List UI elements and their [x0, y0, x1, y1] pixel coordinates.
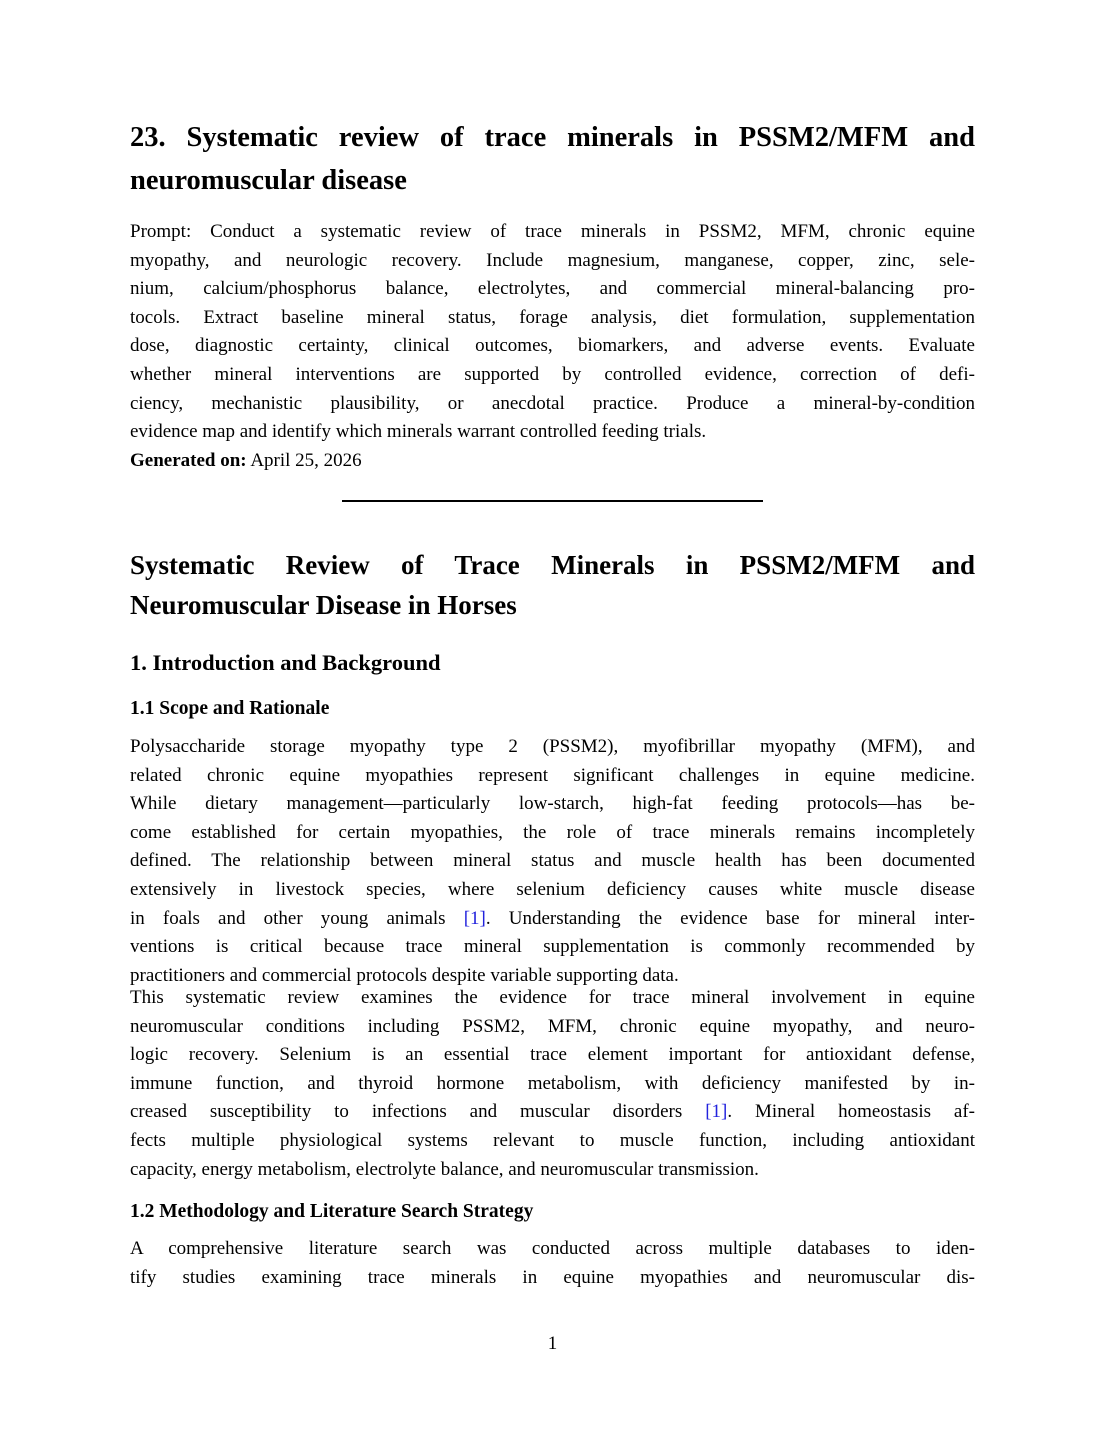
- horizontal-rule: [342, 500, 763, 502]
- document-title: [130, 116, 975, 202]
- text-line: This systematic review examines the evidence for trace mineral involvement in equine: [130, 987, 975, 1008]
- citation-ref-1[interactable]: [1]: [463, 907, 486, 929]
- page-number: 1: [547, 1333, 558, 1354]
- text-line: A comprehensive literature search was conducted across multiple databases to iden-: [130, 1238, 975, 1259]
- generated-on-date: April 25, 2026: [250, 450, 362, 471]
- generated-on-line: [130, 447, 975, 476]
- section-1-1-heading: 1.1 Scope and Rationale: [130, 698, 330, 719]
- text-line: evidence map and identify which minerals warrant controlled feeding trials.: [130, 421, 707, 443]
- methodology-paragraph-1: [130, 1235, 975, 1292]
- text-line: While dietary management—particularly low-starch, high-fat feeding protocols—has be-: [130, 793, 975, 815]
- text-line: whether mineral interventions are supported by controlled evidence, correction of defi-: [130, 363, 975, 385]
- section-1-heading: 1. Introduction and Background: [130, 650, 441, 675]
- text-line: neuromuscular conditions including PSSM2, MFM, chronic equine myopathy, and neuro-: [130, 1015, 975, 1037]
- text-line: ciency, mechanistic plausibility, or anecdotal practice. Produce a mineral-by-condition: [130, 392, 975, 414]
- text-line: defined. The relationship between mineral status and muscle health has been documented: [130, 850, 975, 872]
- text-line: extensively in livestock species, where selenium deficiency causes white muscle disease: [130, 878, 975, 900]
- text-line: logic recovery. Selenium is an essential trace element important for antioxidant defense,: [130, 1044, 975, 1066]
- text-line: fects multiple physiological systems relevant to muscle function, including antioxidant: [130, 1129, 975, 1151]
- text-line: tify studies examining trace minerals in equine myopathies and neuromuscular dis-: [130, 1266, 975, 1288]
- section-1-2-heading: 1.2 Methodology and Literature Search Strategy: [130, 1201, 534, 1222]
- scope-paragraph-2: [130, 984, 975, 1184]
- text-line: dose, diagnostic certainty, clinical outcomes, biomarkers, and adverse events. Evaluate: [130, 335, 975, 357]
- text-line: come established for certain myopathies, the role of trace minerals remains incompletely: [130, 821, 975, 843]
- text-line: myopathy, and neurologic recovery. Include magnesium, manganese, copper, zinc, sele-: [130, 249, 975, 271]
- text-line: practitioners and commercial protocols despite variable supporting data.: [130, 964, 679, 986]
- prompt-paragraph: [130, 218, 975, 447]
- text-line: neuromuscular disease: [130, 165, 407, 196]
- text-line: nium, calcium/phosphorus balance, electrolytes, and commercial mineral-balancing pro-: [130, 278, 975, 300]
- text-line: capacity, energy metabolism, electrolyte balance, and neuromuscular transmission.: [130, 1158, 759, 1180]
- text-line: Prompt: Conduct a systematic review of trace minerals in PSSM2, MFM, chronic equine: [130, 221, 975, 242]
- generated-on-label: Generated on:: [130, 450, 247, 471]
- text-line: Systematic Review of Trace Minerals in PSSM2/MFM and: [130, 550, 975, 580]
- text-line: ventions is critical because trace mineral supplementation is commonly recommended by: [130, 936, 975, 958]
- citation-ref-1[interactable]: [1]: [705, 1101, 728, 1123]
- text-line: 23. Systematic review of trace minerals in PSSM2/MFM and: [130, 122, 975, 153]
- text-line: Neuromuscular Disease in Horses: [130, 590, 517, 620]
- text-line: Polysaccharide storage myopathy type 2 (PSSM2), myofibrillar myopathy (MFM), and: [130, 736, 975, 757]
- article-title: [130, 545, 975, 625]
- text-line: in foals and other young animals [1]. Understanding the evidence base for mineral inter-: [130, 907, 976, 929]
- text-line: related chronic equine myopathies represent significant challenges in equine medicine.: [130, 764, 975, 786]
- scope-paragraph-1: [130, 733, 975, 990]
- text-line: creased susceptibility to infections and muscular disorders [1]. Mineral homeostasis af-: [130, 1101, 976, 1123]
- text-line: tocols. Extract baseline mineral status, forage analysis, diet formulation, supplementation: [130, 306, 975, 328]
- text-line: immune function, and thyroid hormone metabolism, with deficiency manifested by in-: [130, 1072, 975, 1094]
